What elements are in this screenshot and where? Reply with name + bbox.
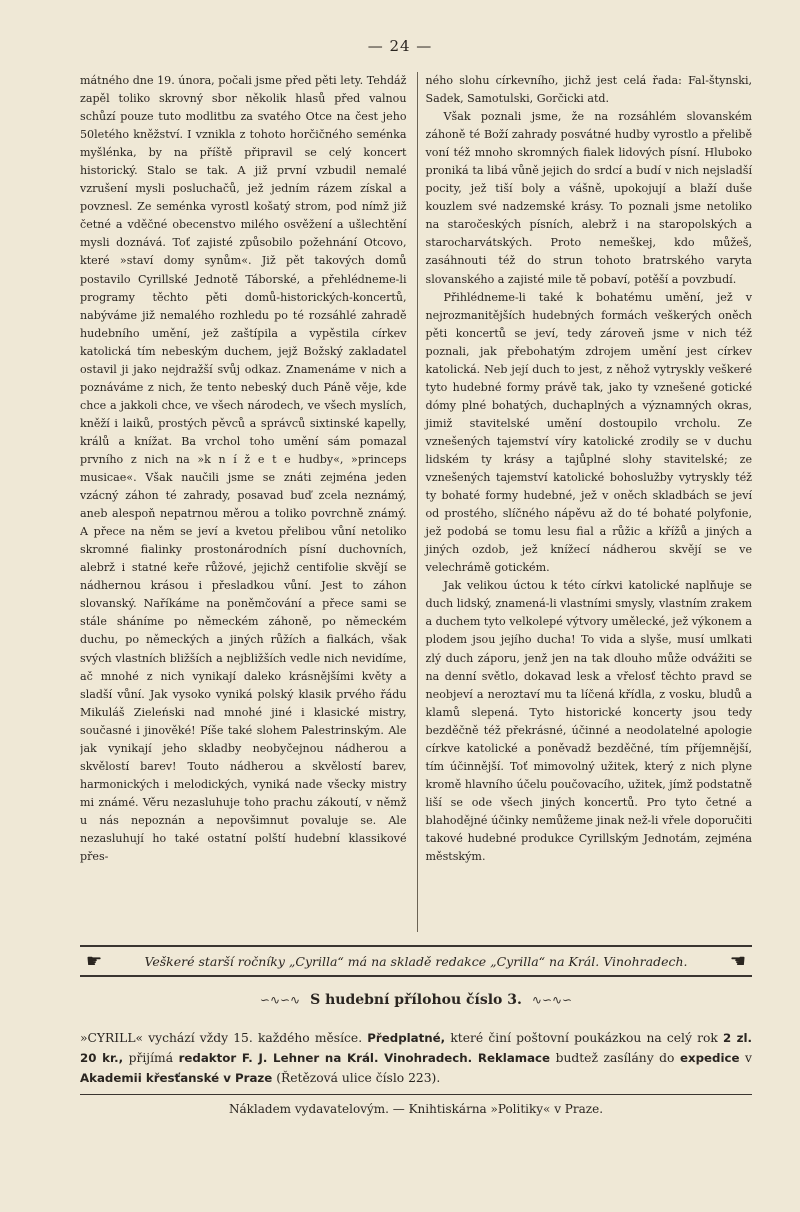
subscription-info [80, 1028, 752, 1095]
printer-imprint: Nákladem vydavatelovým. — Knihtiskárna »Politiky« v Praze. [228, 1102, 604, 1116]
left-paragraph: mátného dne 19. února, počali jsme před pěti lety. Tehdáž zapěl toliko skrovný sbor několik hlasů před valnou schůzí pouze tuto modlitbu za svatého Otce na čest jeho 50letého kněžství. I vznikla z tohoto horčičného seménka myšlénka, by na příště připravil se celý koncert historický. Stalo se tak. A již první vzbudil nemalé vzrušení mysli posluchačů, jež jedním rázem získal a povznesl. Ze seménka vyrostl košatý strom, pod nímž již četné a vděčné obecenstvo milého osvěžení a ušlechtění mysli doznává. Toť zajisté způsobilo požehnání Otcovo, které »staví domy synům«. Již pět takových domů postavilo Cyrillské Jednotě Táborské, a přehlédneme-li programy těchto pěti domů-historických-koncertů, nabýváme již nemalého rozhledu po té rozsáhlé zahradě hudebního umění, jež zaštípila a vypěstila církev katolická tím nebeským duchem, jejž Božský zakladatel ostavil ji jako nejdražší svůj odkaz. Znamenáme v nich a poznáváme z nich, že tento nebeský duch Páně věje, kde chce a jakkoli chce, ve všech národech, ve všech myslích, kněží i laiků, prostých pěvců a správců sixtinské kapelly, králů a knížat. Ba vrchol toho umění sám pomazal prvního z nich na »k n í ž e t e hudby«, »princeps musicae«. Však naučili jsme se znáti zejména jeden vzácný záhon té zahrady, posavad buď zcela neznámý, aneb alespoň nepatrnou měrou a toliko povrchně známý. A přece na něm se jeví a kvetou přelibou vůní netoliko skromné fialinky prostonárodních písní duchovních, alebrž i statné keře růžové, jejichž centifolie skvějí se nádhernou krásou i přesladkou vůní. Jest to záhon slovanský. Naříkáme na poněmčování a přece sami se stále sháníme po německém záhoně, po německém duchu, po německých a jiných růžích a fialkách, však svých vlastních bližších a nejbližších vedle nich nevidíme, ač mnohé z nich vynikají daleko krásnějšími květy a sladší vůní. Jak vysoko vyniká polský klasik prvého řádu Mikuláš Zieleński nad mnohé jiné i klasické mistry, současné i jinověké! Píše také slohem Palestrinským. Ale jak vynikají jeho skladby neobyčejnou nádherou a skvělostí barev! Touto nádherou a skvělostí barev, harmonických i melodických, vyniká nade všecky mistry mi známé. Věru nezasluhuje toho prachu zákoutí, v němž u nás nepoznán a nepovšimnut povaluje se. Ale nezasluhují ho také ostatní polští hudební klassikové přes- [80, 74, 407, 864]
right-paragraph-3: Přihlédneme-li také k bohatému umění, jež v nejrozmanitějších hudebných formách veškerých oněch pěti koncertů se jeví, tedy zároveň jsme v nich též poznali, jak přebohatým zdrojem umění jest církev katolická. Neb její duch to jest, z něhož vytryskly veškeré tyto hudebné formy právě tak, jako ty vznešené gotické dómy plné bohatých, duchaplných a významných okras, jimiž stavitelské umění dostoupilo vrcholu. Ze vznešených tajemství víry katolické zrodily se v duchu lidském ty krásy a tajůplné slohy stavitelské; ze vznešených tajemství katolické bohoslužby vytryskly též ty bohaté formy hudebné, jež v oněch skladbách se jeví od prostého, slíčného nápěvu až do té bohaté polyfonie, jež podobá se tomu lesu fial a růžic a křížů a jiných a jiných ozdob, jež knížecí nádherou skvějí se ve velechrámě gotickém. [425, 290, 753, 575]
subscription-price: 2 zl. 20 kr., [80, 1031, 752, 1065]
subscription-text: které činí poštovní poukázkou na celý rok [445, 1031, 724, 1045]
ornament-right-icon: ∿∽∿∽ [531, 993, 573, 1007]
subscription-expedition: expedice [679, 1051, 740, 1065]
back-issues-notice [80, 945, 752, 977]
music-supplement-line [80, 985, 752, 1015]
ornament-left-icon: ∽∿∽∿ [259, 993, 301, 1007]
subscription-editor: redaktor F. J. Lehner na Král. Vinohradech. Reklamace [178, 1051, 551, 1065]
right-paragraph-4: Jak velikou úctou k této církvi katolické naplňuje se duch lidský, znamená-li vlastními smysly, vlastním zrakem a duchem tyto velkolepé výtvory umělecké, jež výkonem a plodem jsou jejího ducha! To vida a slyše, musí umlkati zlý duch záporu, jenž jen na tak dlouho může odvážiti se na denní světlo, dokavad lesk a vřelosť těchto pravd se neobjeví a neroztaví mu ta líčená křídla, z vosku, bludů a klamů slepená. Tyto historické koncerty jsou tedy bezděčně též překrásné, účinné a neodolatelné apologie církve katolické a poněvadž bezděčné, tím příjemnější, tím účinnější. Toť mimovolný užitek, který z nich plyne kromě hlavního účelu poučovacího, užitek, jímž podstatně liší se ode všech jiných koncertů. Pro tyto četné a blahodějné účinky nemůžeme jinak než-li vřele doporučiti takové hudebné produkce Cyrillským Jednotám, zejména městským. [425, 579, 753, 864]
article-columns [80, 72, 752, 932]
subscription-text: (Řetězová ulice číslo 223). [272, 1071, 441, 1085]
subscription-text: budtež zasílány do [550, 1051, 680, 1065]
column-divider [417, 72, 418, 932]
right-paragraph-2: Však poznali jsme, že na rozsáhlém slovanském záhoně té Boží zahrady posvátné hudby vyrostlo a přelibě voní též mnoho skromných fialek lidových písní. Hluboko proniká ta libá vůně jejich do srdcí a budí v nich nejsladší pocity, jež tiší boly a vášně, upokojují a blaží duše kouzlem své nadzemské krásy. To poznali jsme netoliko na staročeských písních, alebrž i na staropolských a starocharvátských. Proto nemeškej, kdo můžeš, zasáhnouti též do strun tohoto bratrského varyta slovanského a zajisté mile tě pobaví, potěší a povzbudí. [425, 110, 753, 286]
pointing-hand-right-icon: ☛ [86, 950, 103, 972]
left-column [80, 72, 413, 932]
right-paragraph-1: ného slohu církevního, jichž jest celá řada: Fal-štynski, Sadek, Samotulski, Gorčicki atd. [425, 74, 753, 106]
pointing-hand-left-icon: ☚ [729, 950, 746, 972]
subscription-academy: Akademii křesťanské v Praze [80, 1071, 273, 1085]
right-column [424, 72, 753, 932]
subscription-bold: Předplatné, [367, 1031, 446, 1045]
supplement-text: S hudební přílohou číslo 3. [310, 992, 522, 1008]
subscription-text: »CYRILL« vychází vždy 15. každého měsíce. [80, 1031, 368, 1045]
notice-text: Veškeré starší ročníky „Cyrilla“ má na skladě redakce „Cyrilla“ na Král. Vinohradech. [144, 953, 688, 969]
page-number: — 24 — [367, 37, 433, 55]
subscription-text: přijímá [123, 1051, 179, 1065]
subscription-text: v [739, 1051, 753, 1065]
